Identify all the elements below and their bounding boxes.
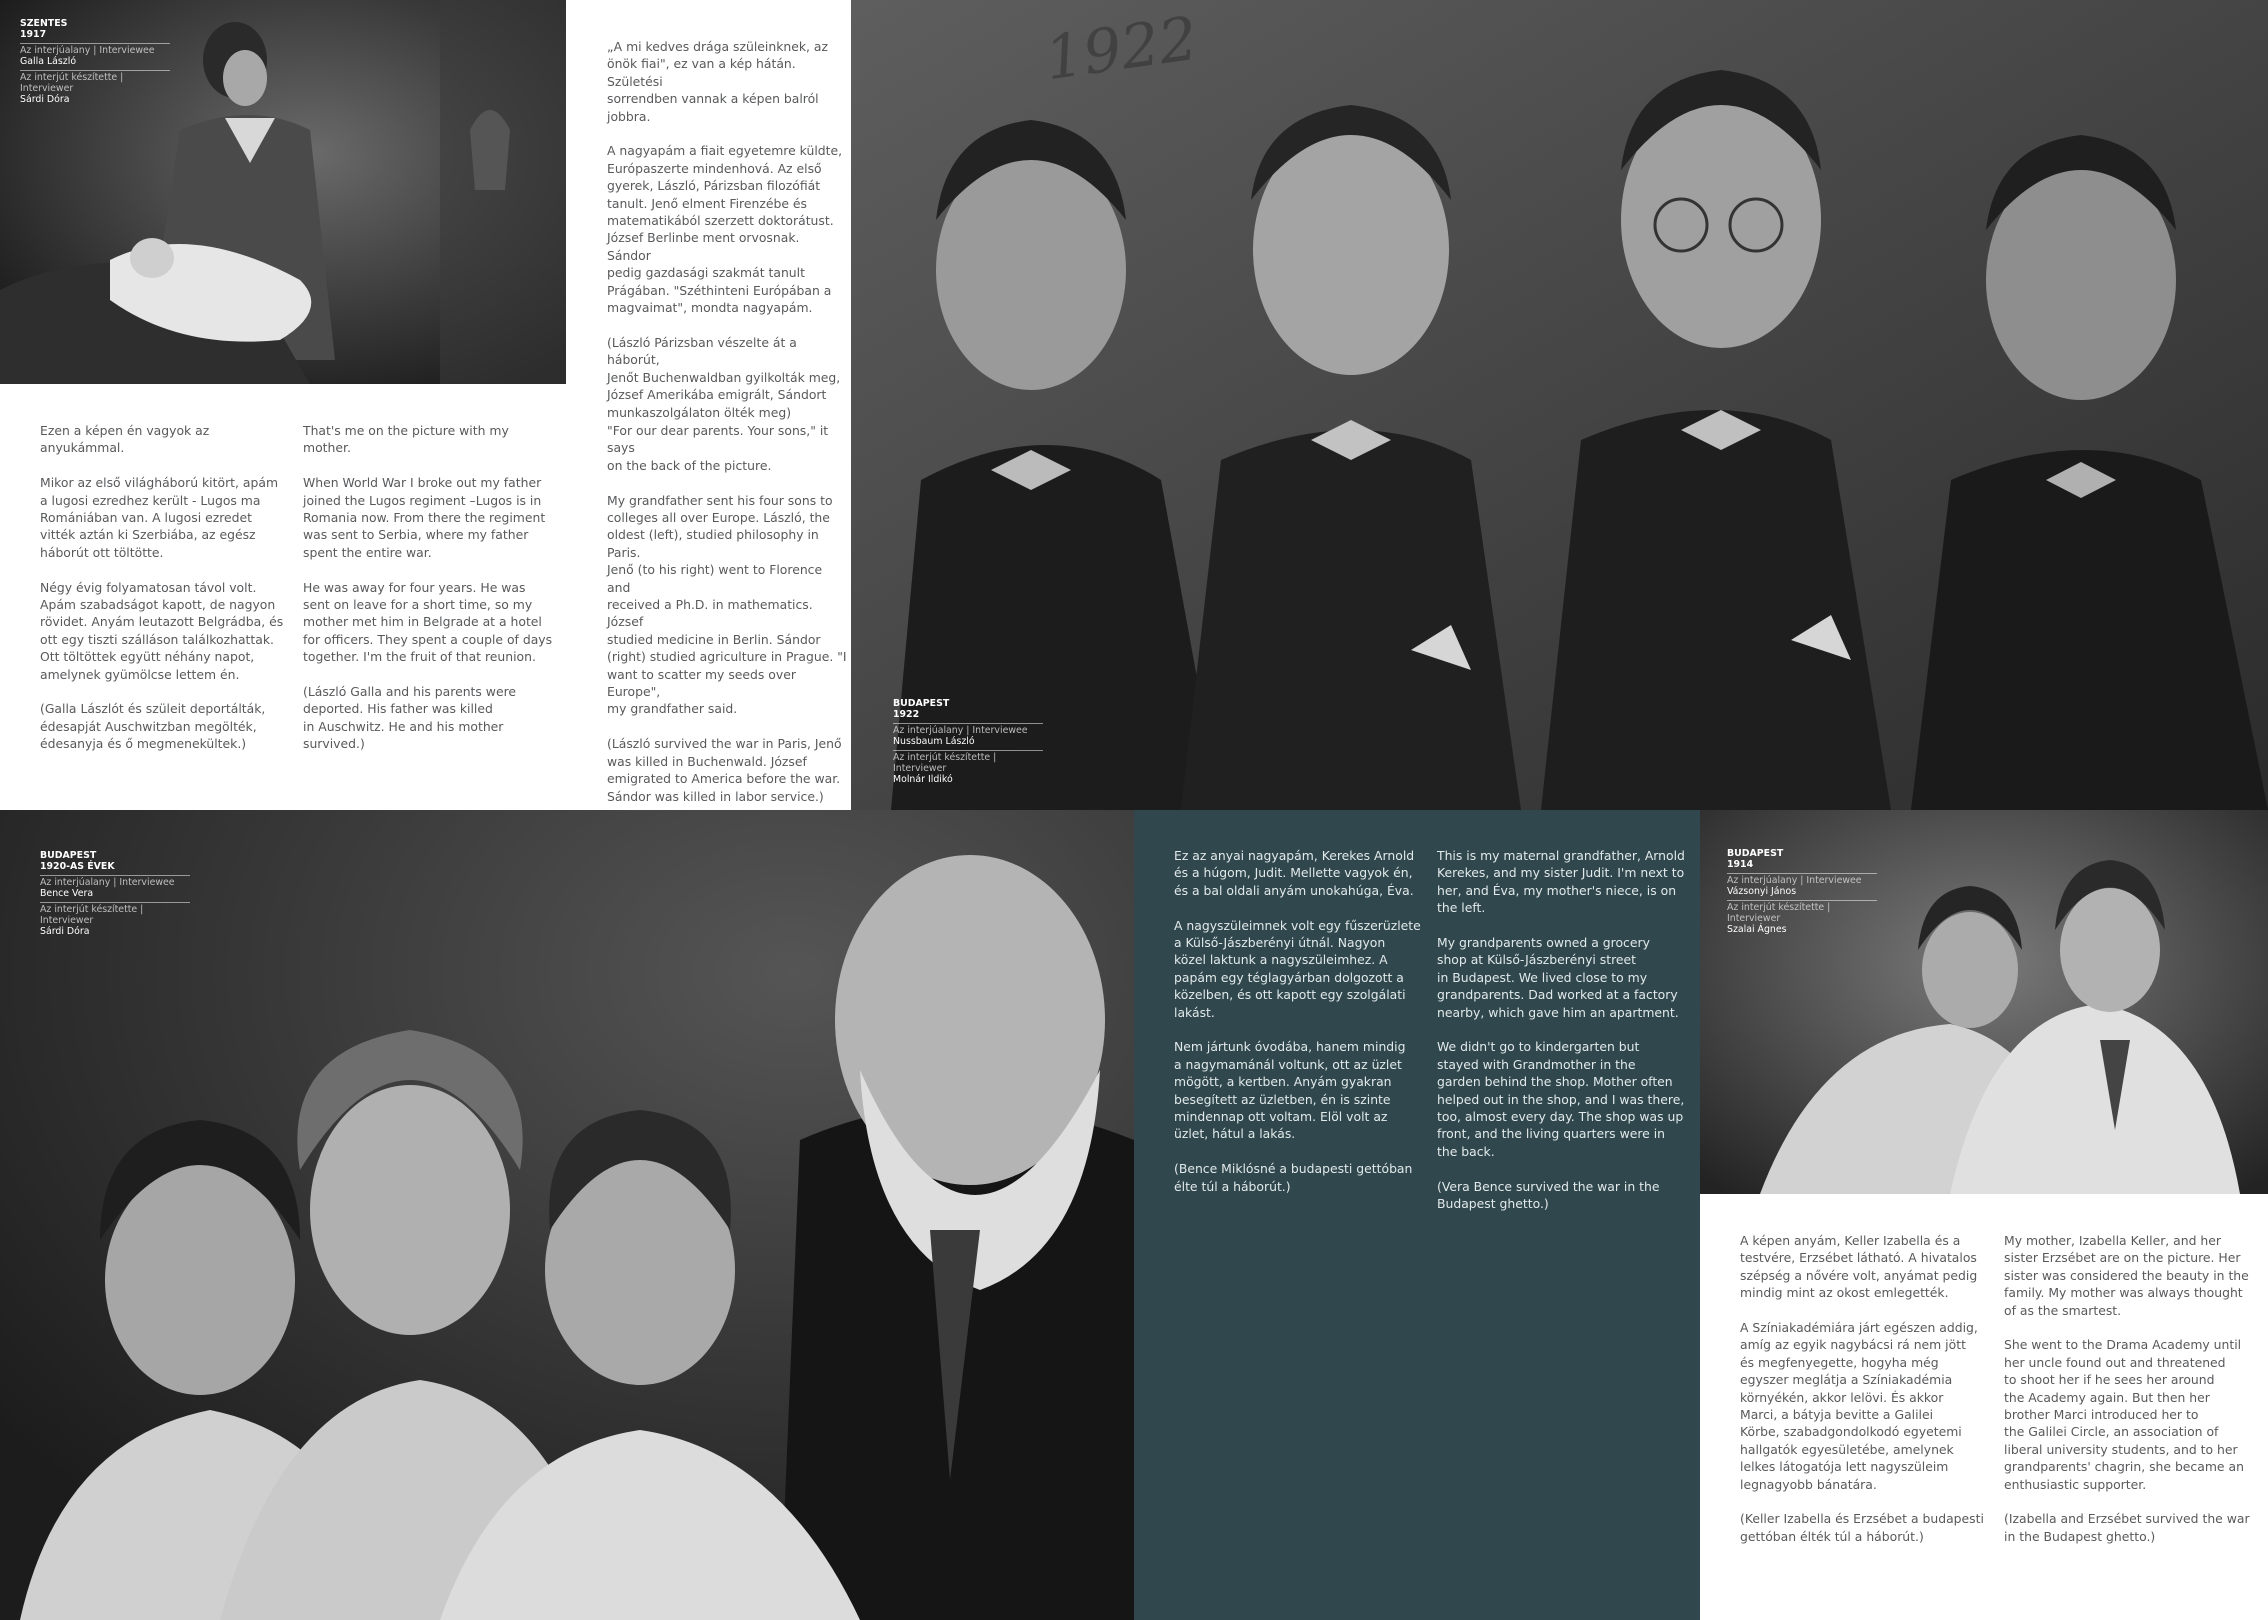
paragraph: My mother, Izabella Keller, and her sister Erzsébet are on the picture. Her sister was considered the beauty in the family. My mother was always thought of as the smartest. <box>2004 1233 2249 1318</box>
caption-interviewer-label: Az interjút készítette | Interviewer <box>893 750 1043 775</box>
paragraph: A nagyapám a fiait egyetemre küldte, Európaszerte mindenhová. Az első gyerek, László, Párizsban filozófiát tanult. Jenő elment Firenzébe és matematikából szerzett doktorátust. József Berlinbe ment orvosnak. Sándor pedig gazdasági szakmát tanult Prágában. "Széthinteni Európában a magvaimat", mondta nagyapám. <box>607 143 843 316</box>
paragraph: (Bence Miklósné a budapesti gettóban élte túl a háborút.) <box>1174 1161 1413 1194</box>
caption-interviewer: Molnár Ildikó <box>893 774 953 786</box>
caption-interviewee-label: Az interjúalany | Interviewee <box>1727 873 1877 886</box>
text-galla-english <box>303 422 563 770</box>
caption-year: 1922 <box>893 709 920 721</box>
caption-szentes <box>20 18 170 106</box>
caption-interviewee-label: Az interjúalany | Interviewee <box>40 875 190 888</box>
paragraph: Nem jártunk óvodába, hanem mindig a nagymamánál voltunk, ott az üzlet mögött, a kertben. Anyám gyakran besegített az üzletben, én is szinte mindennap ott voltam. Elöl volt az üzlet, hátul a lakás. <box>1174 1039 1406 1142</box>
caption-interviewee: Nussbaum László <box>893 736 975 748</box>
caption-place: SZENTES <box>20 18 68 29</box>
paragraph: My grandparents owned a grocery shop at Külső-Jászberényi street in Budapest. We lived close to my grandparents. Dad worked at a factory nearby, which gave him an apartment. <box>1437 935 1679 1020</box>
paragraph: She went to the Drama Academy until her uncle found out and threatened to shoot her if he sees her around the Academy again. But then her brother Marci introduced her to the Galilei Circle, an association of liberal university students, and to her grandparents' chagrin, she became an enthusiastic supporter. <box>2004 1337 2244 1492</box>
paragraph: (Vera Bence survived the war in the Budapest ghetto.) <box>1437 1178 1660 1212</box>
text-nussbaum-english <box>607 422 847 822</box>
paragraph: We didn't go to kindergarten but stayed with Grandmother in the garden behind the shop. Mother often helped out in the shop, and I was there, too, almost every day. The shop was up front, and the living quarters were in the back. <box>1437 1039 1685 1159</box>
caption-interviewer-label: Az interjút készítette | Interviewer <box>40 902 190 927</box>
caption-place: BUDAPEST <box>40 850 97 861</box>
caption-interviewer: Sárdi Dóra <box>20 94 70 106</box>
text-keller-english <box>2004 1232 2259 1563</box>
paragraph: (László Párizsban vészelte át a háborút, Jenőt Buchenwaldban gyilkolták meg, József Amerikába emigrált, Sándort munkaszolgálaton ölték meg) <box>607 334 841 420</box>
paragraph: A képen anyám, Keller Izabella és a testvére, Erzsébet látható. A hivatalos szépség a nővére volt, anyámat pedig mindig mint az okost emlegették. <box>1740 1233 1978 1301</box>
paragraph: (Galla Lászlót és szüleit deportálták, édesapját Auschwitzban megölték, édesanyja és ő megmenekültek.) <box>40 701 266 752</box>
text-nussbaum-hungarian <box>607 38 847 438</box>
paragraph: Mikor az első világháború kitört, apám a lugosi ezredhez került - Lugos ma Romániában van. A lugosi ezredet vitték aztán ki Szerbiába, az egész háborút ott töltötte. <box>40 475 279 560</box>
paragraph: A Színiakadémiára járt egészen addig, amíg az egyik nagybácsi rá nem jött és megfenyegette, hogyha még egyszer meglátja a Színiakadémia környékén, akkor lelövi. És akkor Marci, a bátyja bevitte a Galilei Körbe, szabadgondolkodó egyetemi hallgatók egyesületébe, amelynek lelkes látogatója lett nagyszüleim legnagyobb bánatára. <box>1740 1320 1978 1492</box>
caption-family <box>40 850 190 938</box>
paragraph: "For our dear parents. Your sons," it says on the back of the picture. <box>607 423 829 473</box>
caption-year: 1914 <box>1727 859 1754 871</box>
caption-interviewee: Vázsonyi János <box>1727 886 1797 898</box>
paragraph: (Izabella and Erzsébet survived the war in the Budapest ghetto.) <box>2004 1511 2250 1544</box>
paragraph: „A mi kedves drága szüleinknek, az önök fiai", ez van a kép hátán. Születési sorrendben vannak a képen balról jobbra. <box>607 39 829 124</box>
paragraph: Ezen a képen én vagyok az anyukámmal. <box>40 423 210 456</box>
caption-interviewee-label: Az interjúalany | Interviewee <box>893 723 1043 736</box>
caption-place: BUDAPEST <box>893 698 950 709</box>
photo-mother-baby <box>0 0 566 384</box>
caption-interviewer: Szalai Ágnes <box>1727 924 1787 936</box>
caption-interviewer: Sárdi Dóra <box>40 926 90 938</box>
caption-interviewee: Bence Vera <box>40 888 94 900</box>
paragraph: (Keller Izabella és Erzsébet a budapesti gettóban élték túl a háborút.) <box>1740 1511 1984 1544</box>
text-keller-hungarian <box>1740 1232 1990 1563</box>
text-bence-hungarian <box>1174 847 1424 1212</box>
caption-year: 1917 <box>20 29 47 41</box>
caption-interviewee: Galla László <box>20 56 77 68</box>
photo-grandfather-girls <box>0 810 1134 1620</box>
paragraph: (László Galla and his parents were deported. His father was killed in Auschwitz. He and his mother survived.) <box>303 684 517 752</box>
paragraph: A nagyszüleimnek volt egy fűszerüzlete a Külső-Jászberényi útnál. Nagyon közel laktunk a nagyszüleimhez. A papám egy téglagyárban dolgozott a közelben, és ott kapott egy szolgálati lakást. <box>1174 917 1421 1020</box>
caption-place: BUDAPEST <box>1727 848 1784 859</box>
paragraph: (László survived the war in Paris, Jenő was killed in Buchenwald. József emigrated to America before the war. Sándor was killed in labor service.) <box>607 736 842 804</box>
paragraph: He was away for four years. He was sent on leave for a short time, so my mother met him in Belgrade at a hotel for officers. They spent a couple of days together. I'm the fruit of that reunion. <box>303 579 553 665</box>
photo-two-sisters <box>1700 810 2268 1194</box>
caption-interviewer-label: Az interjút készítette | Interviewer <box>1727 900 1877 925</box>
photo-year-mark: 1922 <box>1040 3 1202 95</box>
paragraph: Négy évig folyamatosan távol volt. Apám szabadságot kapott, de nagyon rövidet. Anyám leutazott Belgrádba, és ott egy tiszti szálláson találkozhattak. Ott töltöttek együtt néhány napot, amelynek gyümölcse lettem én. <box>40 579 284 682</box>
text-bence-english <box>1437 847 1692 1230</box>
paragraph: Ez az anyai nagyapám, Kerekes Arnold és a húgom, Judit. Mellette vagyok én, és a bal oldali anyám unokahúga, Éva. <box>1174 848 1415 898</box>
paragraph: This is my maternal grandfather, Arnold Kerekes, and my sister Judit. I'm next to her, and Éva, my mother's niece, is on the left. <box>1437 848 1685 916</box>
paragraph: My grandfather sent his four sons to colleges all over Europe. László, the oldest (left), studied philosophy in Paris. Jenő (to his right) went to Florence and received a Ph.D. in mathematics. József studied medicine in Berlin. Sándor (right) studied agriculture in Prague. "I want to scatter my seeds over Europe", my grandfather said. <box>607 492 847 717</box>
paragraph: When World War I broke out my father joined the Lugos regiment –Lugos is in Romania now. From there the regiment was sent to Serbia, where my father spent the entire war. <box>303 475 546 560</box>
caption-year: 1920-AS ÉVEK <box>40 861 115 873</box>
photo-four-brothers <box>851 0 2268 810</box>
text-galla-hungarian <box>40 422 290 770</box>
paragraph: That's me on the picture with my mother. <box>303 423 509 456</box>
caption-brothers <box>893 698 1043 786</box>
caption-interviewer-label: Az interjút készítette | Interviewer <box>20 70 170 95</box>
photo-four-brothers-image <box>851 0 2268 810</box>
caption-interviewee-label: Az interjúalany | Interviewee <box>20 43 170 56</box>
caption-sisters <box>1727 848 1877 936</box>
